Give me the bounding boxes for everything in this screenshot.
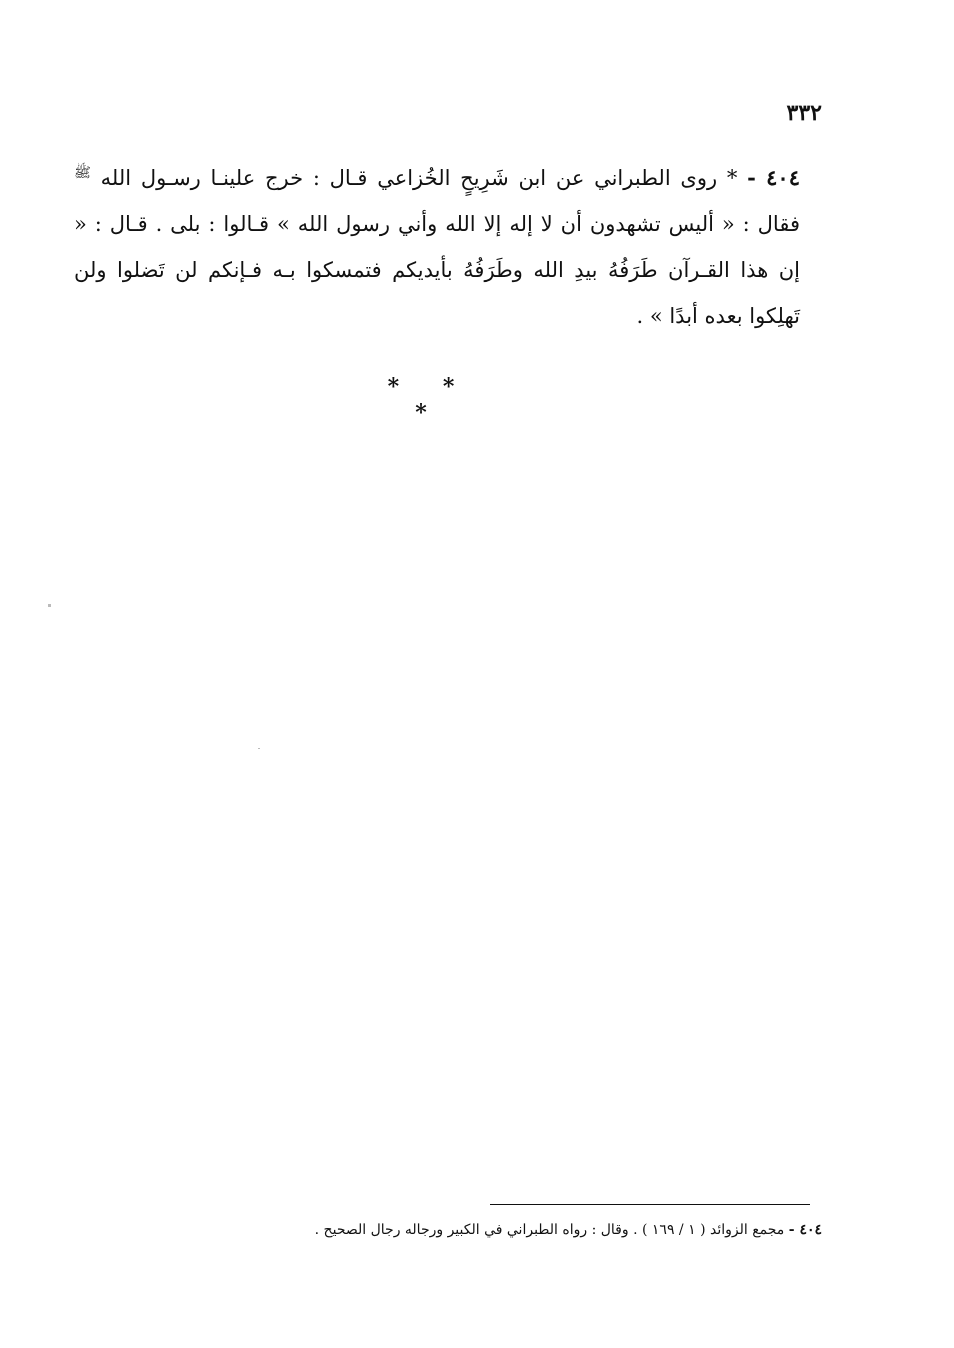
footnote-number: ٤٠٤ -	[788, 1222, 822, 1238]
section-separator: * * *	[387, 374, 473, 426]
hadith-text-opening: روى الطبراني عن ابن شَرِيحٍ الخُزاعي قـال : خرج علينـا رسـول الله	[100, 166, 718, 190]
page-number: ٣٣٢	[786, 100, 822, 126]
scan-speck	[258, 748, 260, 749]
honorific-symbol: ﷺ	[74, 165, 91, 181]
hadith-paragraph	[74, 150, 800, 339]
footnote-divider	[490, 1204, 810, 1205]
footnote-text: مجمع الزوائد ( ١ / ١٦٩ ) . وقال : رواه الطبراني في الكبير ورجاله رجال الصحيح .	[314, 1222, 785, 1238]
hadith-text-body: فقال : « أليس تشهدون أن لا إله إلا الله وأني رسول الله » قـالوا : بلى . قـال : « إن هذا القـرآن طَرَفُهُ بيدِ الله وطَرَفُهُ بأيديكم فتمسكوا بـه فـإنكم لن تَضلوا ولن تَهلِكوا بعده أبدًا » .	[74, 212, 800, 328]
footnote	[202, 1218, 822, 1242]
hadith-number: ٤٠٤ -	[747, 165, 800, 190]
hadith-marker: *	[726, 166, 738, 190]
scan-speck	[48, 604, 51, 607]
